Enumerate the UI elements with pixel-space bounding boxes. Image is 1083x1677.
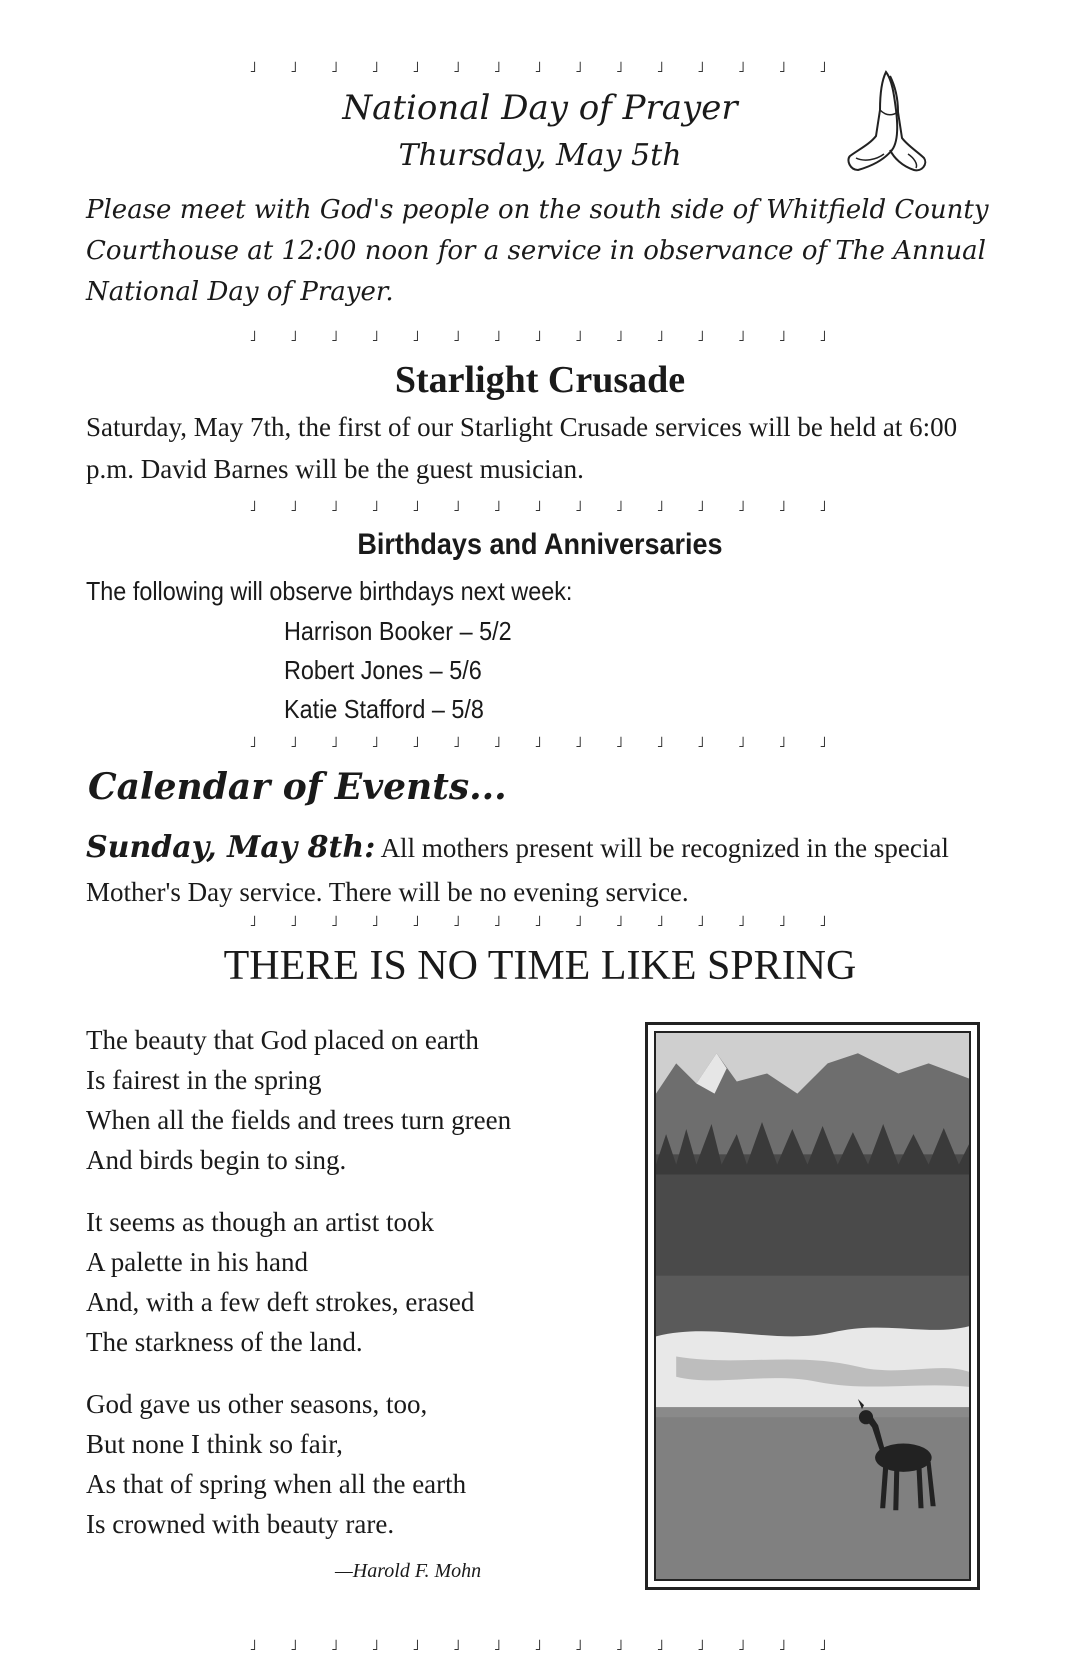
list-item: Robert Jones – 5/6: [284, 655, 482, 685]
praying-hands-svg: [836, 66, 932, 178]
divider-mark: ˩: [737, 1636, 746, 1654]
divider-mark: ˩: [452, 327, 461, 345]
mountain-deer-photo: [645, 1022, 980, 1590]
divider-mark: ˩: [249, 733, 257, 751]
divider-mark: ˩: [819, 733, 827, 751]
poem-line: The starkness of the land.: [86, 1327, 363, 1357]
poem-line: The beauty that God placed on earth: [86, 1025, 479, 1055]
poem-stanza: [86, 1384, 646, 1544]
divider-mark: ˩: [574, 912, 583, 930]
divider-mark: ˩: [737, 497, 746, 515]
divider-mark: ˩: [697, 497, 705, 515]
divider-mark: ˩: [452, 58, 461, 76]
divider: [248, 497, 828, 515]
divider-mark: ˩: [697, 733, 705, 751]
divider-mark: ˩: [371, 497, 379, 515]
calendar-event-text: All mothers present will be recognized in the special Mother's Day service. There will be no evening service.: [86, 833, 949, 907]
divider-mark: ˩: [819, 912, 827, 930]
divider-mark: ˩: [697, 1636, 705, 1654]
divider-mark: ˩: [574, 497, 583, 515]
divider-mark: ˩: [330, 497, 339, 515]
calendar-event: [86, 826, 1006, 914]
divider-mark: ˩: [737, 327, 746, 345]
divider-mark: ˩: [330, 1636, 339, 1654]
divider-mark: ˩: [493, 58, 501, 76]
divider-mark: ˩: [493, 912, 501, 930]
landscape-svg: [656, 1033, 969, 1579]
poem-line: When all the fields and trees turn green: [86, 1105, 512, 1135]
divider-mark: ˩: [778, 497, 786, 515]
divider-mark: ˩: [371, 58, 379, 76]
divider-mark: ˩: [656, 1636, 664, 1654]
divider-mark: ˩: [249, 912, 257, 930]
poem-title: THERE IS NO TIME LIKE SPRING: [223, 943, 857, 989]
poem-line: God gave us other seasons, too,: [86, 1389, 428, 1419]
divider: [248, 912, 828, 930]
divider-mark: ˩: [534, 327, 542, 345]
poem-line: Is fairest in the spring: [86, 1065, 322, 1095]
divider-mark: ˩: [330, 327, 339, 345]
divider-mark: ˩: [290, 912, 298, 930]
poem-line: But none I think so fair,: [86, 1429, 343, 1459]
divider-mark: ˩: [290, 733, 298, 751]
divider-mark: ˩: [330, 58, 339, 76]
poem-author: —Harold F. Mohn: [335, 1560, 482, 1582]
prayer-text: Please meet with God's people on the south side of Whitfield County Courthouse at 12:00 noon for a service in observance of The Annual National Day of Prayer.: [86, 195, 989, 307]
divider-mark: ˩: [615, 912, 624, 930]
divider-mark: ˩: [534, 912, 542, 930]
divider-mark: ˩: [737, 733, 746, 751]
divider-mark: ˩: [615, 733, 624, 751]
divider-mark: ˩: [656, 733, 664, 751]
divider-mark: ˩: [452, 1636, 461, 1654]
divider-mark: ˩: [249, 327, 257, 345]
list-item: Katie Stafford – 5/8: [284, 694, 484, 724]
divider-mark: ˩: [249, 1636, 257, 1654]
poem-line: A palette in his hand: [86, 1247, 308, 1277]
divider-mark: ˩: [778, 58, 786, 76]
divider-mark: ˩: [290, 327, 298, 345]
poem-line: Is crowned with beauty rare.: [86, 1509, 395, 1539]
calendar-title: Calendar of Events...: [88, 766, 507, 808]
divider: [248, 1636, 828, 1654]
divider-mark: ˩: [371, 912, 379, 930]
divider-mark: ˩: [412, 327, 420, 345]
divider-mark: ˩: [249, 58, 257, 76]
divider-mark: ˩: [574, 1636, 583, 1654]
divider-mark: ˩: [615, 327, 624, 345]
divider-mark: ˩: [697, 58, 705, 76]
divider-mark: ˩: [819, 497, 827, 515]
divider-mark: ˩: [290, 497, 298, 515]
divider-mark: ˩: [819, 327, 827, 345]
divider-mark: ˩: [534, 58, 542, 76]
divider-mark: ˩: [452, 912, 461, 930]
divider-mark: ˩: [534, 497, 542, 515]
divider-mark: ˩: [697, 327, 705, 345]
divider-mark: ˩: [452, 497, 461, 515]
divider-mark: ˩: [330, 733, 339, 751]
divider-mark: ˩: [412, 58, 420, 76]
divider: [248, 733, 828, 751]
divider-mark: ˩: [819, 58, 827, 76]
divider-mark: ˩: [656, 912, 664, 930]
divider-mark: ˩: [371, 1636, 379, 1654]
divider-mark: ˩: [290, 58, 298, 76]
divider-mark: ˩: [249, 497, 257, 515]
photo-inner: [654, 1031, 971, 1581]
divider-mark: ˩: [493, 327, 501, 345]
prayer-date-text: Thursday, May 5th: [398, 138, 682, 173]
divider-mark: ˩: [778, 327, 786, 345]
divider-mark: ˩: [778, 733, 786, 751]
divider-mark: ˩: [534, 733, 542, 751]
divider-mark: ˩: [656, 497, 664, 515]
divider-mark: ˩: [697, 912, 705, 930]
poem-stanza: [86, 1020, 646, 1180]
divider-mark: ˩: [574, 327, 583, 345]
divider-mark: ˩: [656, 58, 664, 76]
divider-mark: ˩: [452, 733, 461, 751]
poem-line: And, with a few deft strokes, erased: [86, 1287, 475, 1317]
divider-mark: ˩: [290, 1636, 298, 1654]
divider-mark: ˩: [493, 1636, 501, 1654]
poem-line: And birds begin to sing.: [86, 1145, 347, 1175]
divider-mark: ˩: [737, 58, 746, 76]
divider-mark: ˩: [534, 1636, 542, 1654]
divider-mark: ˩: [330, 912, 339, 930]
divider-mark: ˩: [412, 497, 420, 515]
birthdays-list: [284, 612, 644, 729]
divider-mark: ˩: [737, 912, 746, 930]
crusade-title: Starlight Crusade: [394, 359, 686, 401]
divider-mark: ˩: [574, 58, 583, 76]
calendar-event-date: Sunday, May 8th:: [86, 830, 376, 865]
divider-mark: ˩: [819, 1636, 827, 1654]
divider-mark: ˩: [656, 327, 664, 345]
birthdays-title: Birthdays and Anniversaries: [357, 528, 723, 561]
divider-mark: ˩: [615, 497, 624, 515]
list-item: Harrison Booker – 5/2: [284, 616, 512, 646]
birthdays-intro: The following will observe birthdays next week:: [86, 576, 573, 606]
poem-body: [86, 1020, 646, 1566]
divider-mark: ˩: [615, 58, 624, 76]
divider: [248, 58, 828, 76]
divider-mark: ˩: [778, 912, 786, 930]
poem-line: As that of spring when all the earth: [86, 1469, 467, 1499]
divider-mark: ˩: [412, 733, 420, 751]
divider-mark: ˩: [412, 1636, 420, 1654]
poem-line: It seems as though an artist took: [86, 1207, 434, 1237]
divider-mark: ˩: [778, 1636, 786, 1654]
divider-mark: ˩: [493, 497, 501, 515]
divider-mark: ˩: [493, 733, 501, 751]
poem-stanza: [86, 1202, 646, 1362]
divider-mark: ˩: [371, 327, 379, 345]
divider-mark: ˩: [615, 1636, 624, 1654]
divider-mark: ˩: [412, 912, 420, 930]
prayer-title: National Day of Prayer: [342, 88, 738, 128]
prayer-date: [260, 138, 820, 173]
divider-mark: ˩: [371, 733, 379, 751]
divider-mark: ˩: [574, 733, 583, 751]
divider: [248, 327, 828, 345]
praying-hands-icon: [836, 66, 932, 178]
crusade-text: Saturday, May 7th, the first of our Starlight Crusade services will be held at 6:00 p.m. David Barnes will be the guest musician.: [86, 412, 958, 484]
